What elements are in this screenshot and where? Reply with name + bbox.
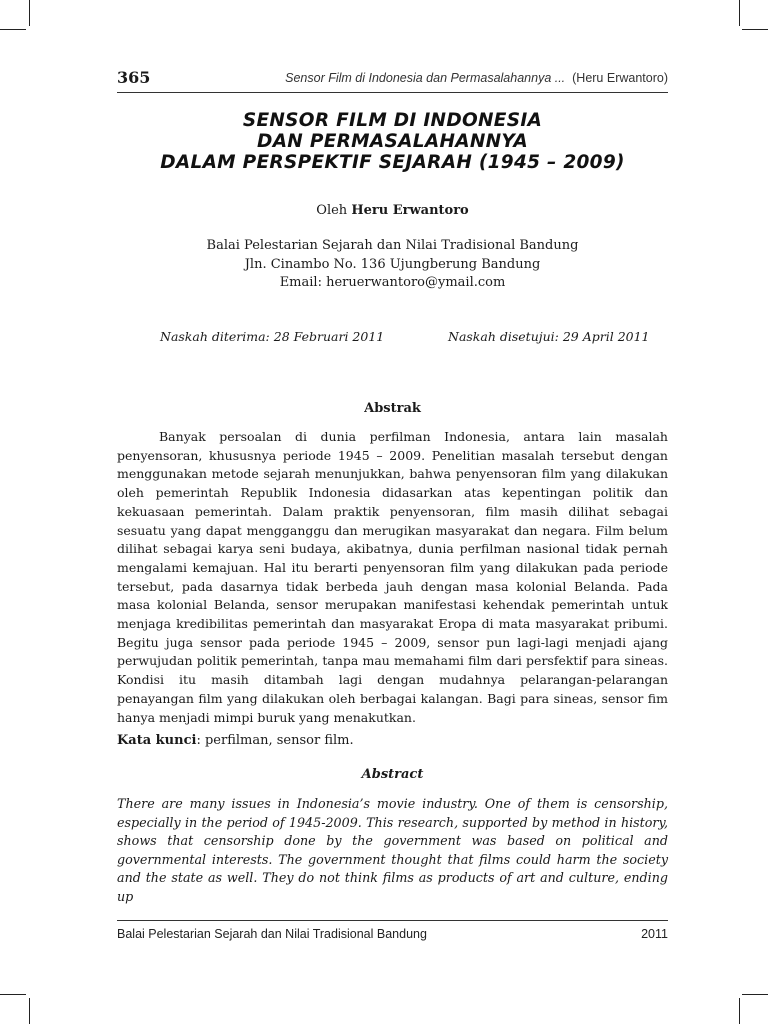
- page-number: 365: [117, 68, 151, 87]
- title-line-3: DALAM PERSPEKTIF SEJARAH (1945 – 2009): [160, 152, 625, 173]
- title-line-2: DAN PERMASALAHANNYA: [257, 131, 528, 152]
- abstrak-heading: Abstrak: [364, 401, 421, 416]
- crop-mark: [29, 998, 30, 1024]
- keywords: [117, 733, 354, 748]
- running-title: [285, 71, 668, 85]
- affiliation-institution: Balai Pelestarian Sejarah dan Nilai Tradisional Bandung: [206, 238, 579, 253]
- affiliation-email: Email: heruerwantoro@ymail.com: [279, 275, 506, 290]
- running-author: (Heru Erwantoro): [572, 71, 668, 85]
- running-header: [117, 68, 668, 92]
- crop-mark: [739, 998, 740, 1024]
- author-prefix: Oleh: [316, 203, 348, 218]
- footer-institution: Balai Pelestarian Sejarah dan Nilai Tradisional Bandung: [117, 927, 427, 941]
- article-title: [117, 110, 668, 173]
- footer-rule: [117, 920, 668, 921]
- affiliation-address: Jln. Cinambo No. 136 Ujungberung Bandung: [244, 256, 541, 272]
- footer-year: 2011: [641, 927, 668, 941]
- date-approved: Naskah disetujui: 29 April 2011: [448, 329, 650, 344]
- author-line: [117, 203, 668, 218]
- keywords-value: : perfilman, sensor film.: [196, 733, 354, 748]
- affiliation: [117, 237, 668, 293]
- header-rule: [117, 92, 668, 93]
- date-received: Naskah diterima: 28 Februari 2011: [160, 329, 385, 344]
- crop-mark: [29, 0, 30, 26]
- title-line-1: SENSOR FILM DI INDONESIA: [242, 110, 543, 131]
- abstract-body: There are many issues in Indonesia’s movie industry. One of them is censorship, especially in the period of 1945-2009. This research, supported by method in history, shows that censorship done by the government was based on political and governmental interests. The government thought that films could harm the society and the state as well. They do not think films as products of art and culture, ending up: [117, 796, 668, 904]
- running-title-text: Sensor Film di Indonesia dan Permasalahannya ...: [285, 71, 566, 85]
- crop-mark: [742, 994, 768, 995]
- author-name: Heru Erwantoro: [351, 203, 469, 218]
- crop-mark: [0, 994, 26, 995]
- abstract-heading: Abstract: [361, 767, 424, 782]
- abstrak-body: Banyak persoalan di dunia perfilman Indonesia, antara lain masalah penyensoran, khususnya periode 1945 – 2009. Penelitian masalah tersebut dengan menggunakan metode sejarah menunjukkan, bahwa penyensoran film yang dilakukan oleh pemerintah Republik Indonesia didasarkan atas kepentingan politik dan kekuasaan pemerintah. Dalam praktik penyensoran, film masih dilihat sebagai sesuatu yang dapat mengganggu dan merugikan masyarakat dan negara. Film belum dilihat sebagai karya seni budaya, akibatnya, dunia perfilman nasional tidak pernah mengalami kemajuan. Hal itu berarti penyensoran film yang dilakukan pada periode tersebut, pada dasarnya tidak berbeda jauh dengan masa kolonial Belanda. Pada masa kolonial Belanda, sensor merupakan manifestasi kehendak pemerintah untuk menjaga kredibilitas pemerintah dan masyarakat Eropa di mata masyarakat pribumi. Begitu juga sensor pada periode 1945 – 2009, sensor pun lagi-lagi menjadi ajang perwujudan politik pemerintah, tanpa mau memahami film dari persfektif para sineas. Kondisi itu masih ditambah lagi dengan mudahnya pelarangan-pelarangan penayangan film yang dilakukan oleh berbagai kalangan. Bagi para sineas, sensor fim hanya menjadi mimpi buruk yang menakutkan.: [117, 429, 668, 725]
- crop-mark: [739, 0, 740, 26]
- keywords-label: Kata kunci: [117, 733, 197, 748]
- crop-mark: [0, 29, 26, 30]
- crop-mark: [742, 29, 768, 30]
